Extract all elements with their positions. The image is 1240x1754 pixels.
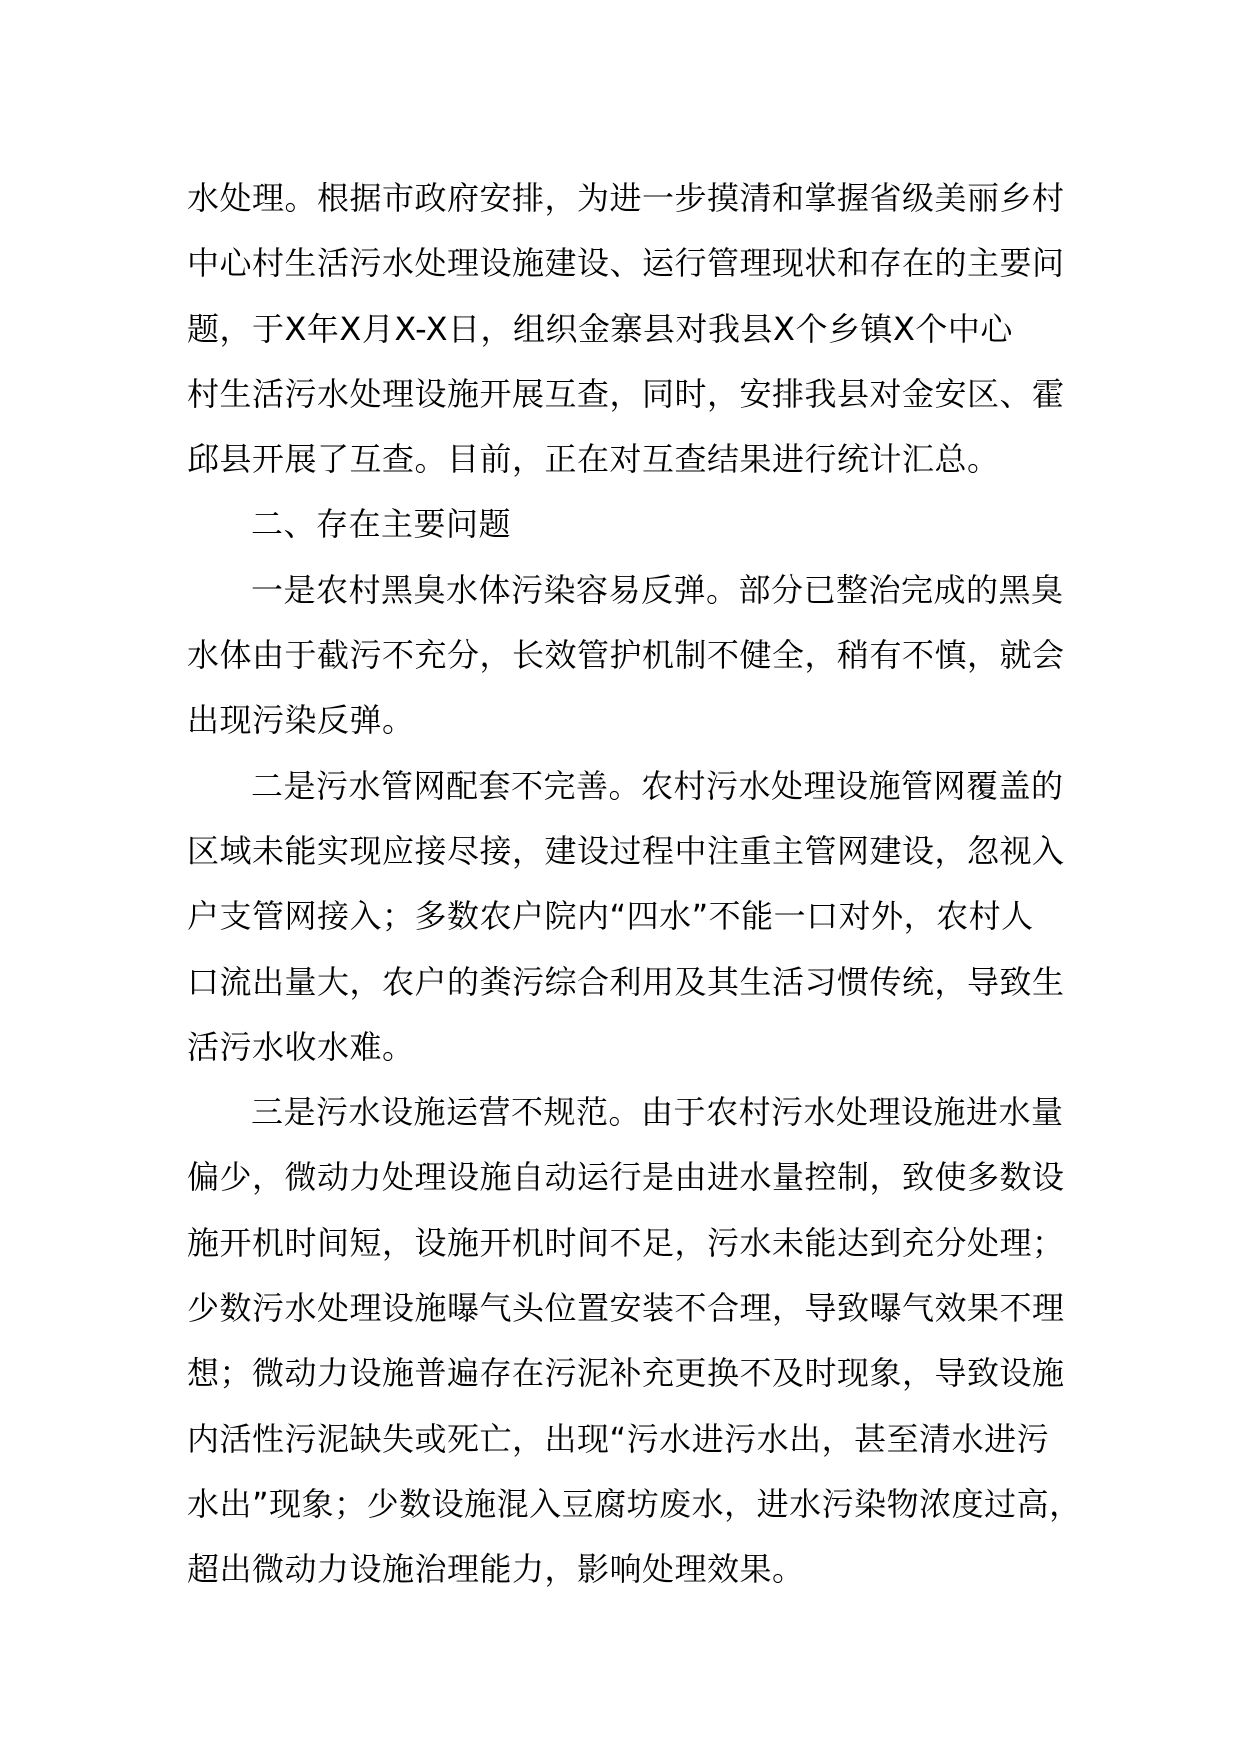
- text-line: 村生活污水处理设施开展互查，同时，安排我县对金安区、霍: [187, 374, 1065, 413]
- text-line: 内活性污泥缺失或死亡，出现“污水进污水出，甚至清水进污: [187, 1419, 1050, 1458]
- text-line: 水处理。根据市政府安排，为进一步摸清和掌握省级美丽乡村: [187, 179, 1065, 217]
- text-line: 想；微动力设施普遍存在污泥补充更换不及时现象，导致设施: [187, 1354, 1065, 1393]
- text-line: 一是农村黑臭水体污染容易反弹。部分已整治完成的黑臭: [251, 570, 1064, 609]
- text-line: 中心村生活污水处理设施建设、运行管理现状和存在的主要问: [187, 244, 1065, 283]
- text-line: 偏少，微动力处理设施自动运行是由进水量控制，致使多数设: [187, 1158, 1065, 1197]
- text-line: 口流出量大，农户的粪污综合利用及其生活习惯传统，导致生: [187, 962, 1065, 1001]
- body-text: [187, 166, 1082, 1603]
- text-line: 少数污水处理设施曝气头位置安装不合理，导致曝气效果不理: [187, 1289, 1065, 1328]
- text-line: 二是污水管网配套不完善。农村污水处理设施管网覆盖的: [251, 766, 1064, 805]
- text-line: 区域未能实现应接尽接，建设过程中注重主管网建设，忽视入: [187, 831, 1065, 870]
- text-line: 活污水收水难。: [187, 1027, 415, 1066]
- text-line: 施开机时间短，设施开机时间不足，污水未能达到充分处理；: [187, 1223, 1065, 1262]
- text-line: 出现污染反弹。: [187, 701, 415, 740]
- text-line: 水出”现象；少数设施混入豆腐坊废水，进水污染物浓度过高，: [187, 1484, 1082, 1523]
- text-line: 邱县开展了互查。目前，正在对互查结果进行统计汇总。: [187, 440, 1000, 479]
- text-line: 题，于X年X月X-X日，组织金寨县对我县X个乡镇X个中心: [187, 309, 1013, 348]
- text-line: 三是污水设施运营不规范。由于农村污水处理设施进水量: [251, 1093, 1064, 1132]
- text-line: 户支管网接入；多数农户院内“四水”不能一口对外，农村人: [187, 897, 1034, 936]
- section-heading: 二、存在主要问题: [251, 505, 512, 544]
- text-line: 水体由于截污不充分，长效管护机制不健全，稍有不慎，就会: [187, 636, 1065, 675]
- text-line: 超出微动力设施治理能力，影响处理效果。: [187, 1550, 805, 1589]
